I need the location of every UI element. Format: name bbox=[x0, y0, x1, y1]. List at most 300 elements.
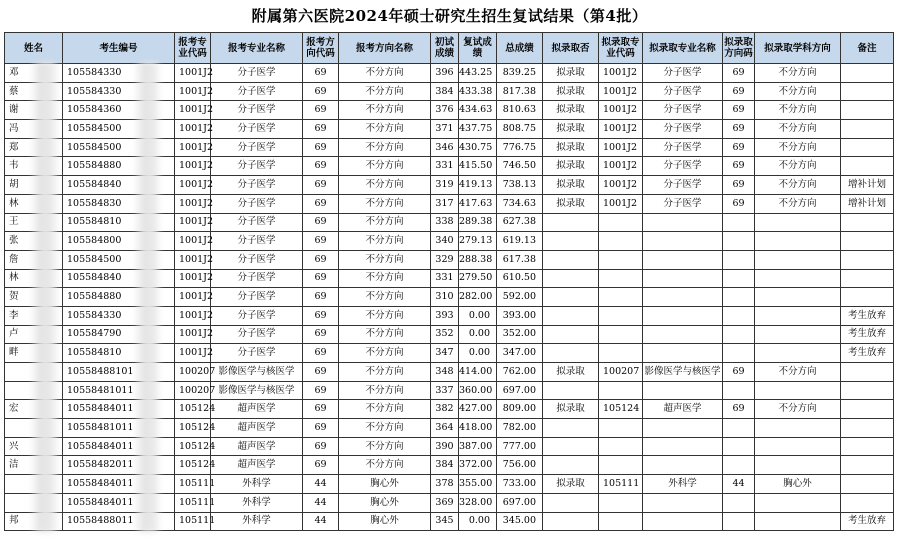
cell-name: 邦 bbox=[5, 512, 63, 531]
header-name: 姓名 bbox=[5, 33, 63, 64]
cell-direction-code: 44 bbox=[303, 475, 339, 494]
cell-admit-direction-code: 69 bbox=[723, 157, 755, 176]
cell-total-score: 776.75 bbox=[497, 138, 543, 157]
cell-remarks: 考生放弃 bbox=[841, 512, 894, 531]
cell-retest-score: 434.63 bbox=[459, 101, 497, 120]
cell-admit-major-name bbox=[643, 344, 723, 363]
cell-admit-major-name: 影像医学与核医学 bbox=[643, 363, 723, 382]
cell-admit-major-name: 分子医学 bbox=[643, 138, 723, 157]
cell-direction-name: 胸心外 bbox=[339, 493, 431, 512]
cell-total-score: 619.13 bbox=[497, 232, 543, 251]
cell-major-code: 1001J2 bbox=[175, 269, 211, 288]
cell-total-score: 734.63 bbox=[497, 194, 543, 213]
cell-admit-major-code: 100207 bbox=[599, 363, 643, 382]
cell-direction-code: 44 bbox=[303, 493, 339, 512]
cell-admit-direction-code bbox=[723, 232, 755, 251]
cell-admit-direction-code bbox=[723, 306, 755, 325]
cell-major-code: 1001J2 bbox=[175, 344, 211, 363]
cell-admit-direction-name: 不分方向 bbox=[755, 120, 841, 139]
cell-admit-status bbox=[543, 306, 599, 325]
cell-remarks: 增补计划 bbox=[841, 194, 894, 213]
cell-retest-score: 0.00 bbox=[459, 325, 497, 344]
cell-retest-score: 279.13 bbox=[459, 232, 497, 251]
cell-retest-score: 282.00 bbox=[459, 288, 497, 307]
cell-retest-score: 433.38 bbox=[459, 82, 497, 101]
cell-major-name: 外科学 bbox=[211, 475, 303, 494]
cell-exam-id: 105584500 bbox=[63, 120, 175, 139]
cell-exam-id: 10558481011 bbox=[63, 419, 175, 438]
cell-admit-major-name bbox=[643, 325, 723, 344]
cell-total-score: 617.38 bbox=[497, 250, 543, 269]
cell-direction-name: 不分方向 bbox=[339, 269, 431, 288]
cell-retest-score: 355.00 bbox=[459, 475, 497, 494]
cell-initial-score: 346 bbox=[431, 138, 459, 157]
cell-retest-score: 414.00 bbox=[459, 363, 497, 382]
cell-admit-major-code bbox=[599, 419, 643, 438]
cell-major-name: 超声医学 bbox=[211, 400, 303, 419]
cell-direction-name: 不分方向 bbox=[339, 456, 431, 475]
cell-major-code: 105111 bbox=[175, 512, 211, 531]
cell-initial-score: 345 bbox=[431, 512, 459, 531]
cell-admit-direction-code bbox=[723, 512, 755, 531]
cell-admit-direction-name bbox=[755, 288, 841, 307]
cell-admit-major-name: 分子医学 bbox=[643, 176, 723, 195]
cell-direction-name: 不分方向 bbox=[339, 64, 431, 83]
cell-admit-direction-name: 胸心外 bbox=[755, 475, 841, 494]
cell-retest-score: 437.75 bbox=[459, 120, 497, 139]
cell-exam-id: 105584360 bbox=[63, 101, 175, 120]
cell-remarks bbox=[841, 400, 894, 419]
cell-direction-code: 69 bbox=[303, 363, 339, 382]
cell-remarks bbox=[841, 232, 894, 251]
cell-admit-direction-code bbox=[723, 288, 755, 307]
cell-admit-major-name bbox=[643, 213, 723, 232]
cell-major-code: 1001J2 bbox=[175, 306, 211, 325]
cell-remarks bbox=[841, 269, 894, 288]
cell-remarks bbox=[841, 101, 894, 120]
cell-initial-score: 310 bbox=[431, 288, 459, 307]
cell-remarks bbox=[841, 120, 894, 139]
cell-admit-major-code bbox=[599, 250, 643, 269]
cell-name: 詹 bbox=[5, 250, 63, 269]
cell-total-score: 839.25 bbox=[497, 64, 543, 83]
cell-admit-status: 拟录取 bbox=[543, 475, 599, 494]
cell-initial-score: 348 bbox=[431, 363, 459, 382]
cell-admit-status: 拟录取 bbox=[543, 157, 599, 176]
cell-admit-major-code bbox=[599, 381, 643, 400]
cell-admit-direction-name: 不分方向 bbox=[755, 138, 841, 157]
cell-admit-direction-name bbox=[755, 306, 841, 325]
cell-admit-major-code bbox=[599, 232, 643, 251]
cell-major-code: 1001J2 bbox=[175, 82, 211, 101]
cell-admit-direction-name bbox=[755, 344, 841, 363]
cell-admit-direction-code bbox=[723, 250, 755, 269]
cell-major-name: 超声医学 bbox=[211, 419, 303, 438]
cell-major-name: 分子医学 bbox=[211, 120, 303, 139]
cell-admit-direction-code bbox=[723, 437, 755, 456]
cell-direction-name: 不分方向 bbox=[339, 419, 431, 438]
header-admit-major-name: 拟录取专业名称 bbox=[643, 33, 723, 64]
cell-admit-major-code bbox=[599, 269, 643, 288]
cell-exam-id: 105584800 bbox=[63, 232, 175, 251]
cell-direction-code: 69 bbox=[303, 306, 339, 325]
cell-major-name: 分子医学 bbox=[211, 269, 303, 288]
cell-total-score: 777.00 bbox=[497, 437, 543, 456]
header-admit-direction-name: 拟录取学科方向 bbox=[755, 33, 841, 64]
header-total-score: 总成绩 bbox=[497, 33, 543, 64]
cell-initial-score: 347 bbox=[431, 344, 459, 363]
cell-direction-code: 69 bbox=[303, 194, 339, 213]
cell-major-code: 1001J2 bbox=[175, 194, 211, 213]
cell-admit-major-name: 分子医学 bbox=[643, 194, 723, 213]
cell-major-code: 100207 bbox=[175, 381, 211, 400]
cell-admit-status bbox=[543, 250, 599, 269]
cell-admit-direction-code bbox=[723, 456, 755, 475]
header-major-code: 报考专业代码 bbox=[175, 33, 211, 64]
cell-major-code: 100207 bbox=[175, 363, 211, 382]
cell-name: 李 bbox=[5, 306, 63, 325]
cell-retest-score: 279.50 bbox=[459, 269, 497, 288]
cell-remarks bbox=[841, 456, 894, 475]
cell-admit-direction-code: 69 bbox=[723, 194, 755, 213]
cell-retest-score: 289.38 bbox=[459, 213, 497, 232]
cell-total-score: 733.00 bbox=[497, 475, 543, 494]
cell-admit-major-name bbox=[643, 419, 723, 438]
cell-retest-score: 0.00 bbox=[459, 512, 497, 531]
cell-direction-code: 69 bbox=[303, 157, 339, 176]
cell-name: 郑 bbox=[5, 138, 63, 157]
cell-direction-code: 69 bbox=[303, 344, 339, 363]
cell-admit-major-code bbox=[599, 325, 643, 344]
cell-exam-id: 105584830 bbox=[63, 194, 175, 213]
cell-total-score: 592.00 bbox=[497, 288, 543, 307]
cell-major-name: 分子医学 bbox=[211, 213, 303, 232]
cell-remarks bbox=[841, 213, 894, 232]
cell-admit-direction-name bbox=[755, 213, 841, 232]
header-row bbox=[5, 33, 894, 64]
cell-direction-name: 不分方向 bbox=[339, 363, 431, 382]
cell-major-code: 1001J2 bbox=[175, 325, 211, 344]
cell-admit-direction-name bbox=[755, 456, 841, 475]
cell-major-code: 1001J2 bbox=[175, 157, 211, 176]
cell-direction-name: 不分方向 bbox=[339, 157, 431, 176]
header-remarks: 备注 bbox=[841, 33, 894, 64]
header-major-name: 报考专业名称 bbox=[211, 33, 303, 64]
cell-retest-score: 427.00 bbox=[459, 400, 497, 419]
cell-initial-score: 371 bbox=[431, 120, 459, 139]
cell-exam-id: 10558484011 bbox=[63, 437, 175, 456]
cell-major-code: 105124 bbox=[175, 456, 211, 475]
cell-name: 林 bbox=[5, 194, 63, 213]
cell-initial-score: 382 bbox=[431, 400, 459, 419]
cell-total-score: 627.38 bbox=[497, 213, 543, 232]
cell-total-score: 809.00 bbox=[497, 400, 543, 419]
cell-direction-code: 69 bbox=[303, 456, 339, 475]
cell-admit-direction-code: 69 bbox=[723, 400, 755, 419]
cell-major-name: 分子医学 bbox=[211, 344, 303, 363]
cell-major-name: 分子医学 bbox=[211, 176, 303, 195]
cell-admit-direction-code bbox=[723, 381, 755, 400]
cell-direction-name: 不分方向 bbox=[339, 82, 431, 101]
cell-direction-code: 69 bbox=[303, 250, 339, 269]
cell-exam-id: 10558481011 bbox=[63, 381, 175, 400]
cell-admit-major-code: 1001J2 bbox=[599, 157, 643, 176]
cell-admit-direction-code bbox=[723, 325, 755, 344]
cell-admit-major-name: 分子医学 bbox=[643, 157, 723, 176]
cell-retest-score: 415.50 bbox=[459, 157, 497, 176]
cell-total-score: 347.00 bbox=[497, 344, 543, 363]
cell-retest-score: 419.13 bbox=[459, 176, 497, 195]
cell-direction-code: 69 bbox=[303, 269, 339, 288]
cell-total-score: 746.50 bbox=[497, 157, 543, 176]
cell-initial-score: 329 bbox=[431, 250, 459, 269]
cell-admit-direction-name bbox=[755, 381, 841, 400]
cell-direction-code: 69 bbox=[303, 437, 339, 456]
header-admit-major-code: 拟录取专业代码 bbox=[599, 33, 643, 64]
cell-admit-major-name bbox=[643, 437, 723, 456]
cell-admit-direction-name bbox=[755, 512, 841, 531]
cell-exam-id: 105584810 bbox=[63, 344, 175, 363]
cell-total-score: 810.63 bbox=[497, 101, 543, 120]
cell-exam-id: 105584840 bbox=[63, 269, 175, 288]
cell-initial-score: 378 bbox=[431, 475, 459, 494]
cell-retest-score: 372.00 bbox=[459, 456, 497, 475]
cell-major-name: 分子医学 bbox=[211, 250, 303, 269]
cell-major-name: 影像医学与核医学 bbox=[211, 381, 303, 400]
cell-major-name: 分子医学 bbox=[211, 82, 303, 101]
cell-name: 蔡 bbox=[5, 82, 63, 101]
cell-admit-major-code: 1001J2 bbox=[599, 82, 643, 101]
privacy-blur-ids bbox=[134, 62, 162, 532]
cell-direction-code: 69 bbox=[303, 82, 339, 101]
cell-exam-id: 10558488011 bbox=[63, 512, 175, 531]
cell-name: 兴 bbox=[5, 437, 63, 456]
cell-admit-major-name: 分子医学 bbox=[643, 120, 723, 139]
cell-direction-name: 不分方向 bbox=[339, 400, 431, 419]
cell-initial-score: 364 bbox=[431, 419, 459, 438]
header-direction-code: 报考方向代码 bbox=[303, 33, 339, 64]
cell-total-score: 697.00 bbox=[497, 381, 543, 400]
cell-major-code: 1001J2 bbox=[175, 288, 211, 307]
cell-direction-code: 44 bbox=[303, 512, 339, 531]
header-admit-direction-code: 拟录取方向码 bbox=[723, 33, 755, 64]
cell-exam-id: 105584810 bbox=[63, 213, 175, 232]
cell-admit-direction-name bbox=[755, 232, 841, 251]
cell-admit-major-code: 1001J2 bbox=[599, 120, 643, 139]
cell-admit-status bbox=[543, 269, 599, 288]
cell-admit-major-name bbox=[643, 288, 723, 307]
cell-admit-status: 拟录取 bbox=[543, 138, 599, 157]
header-direction-name: 报考方向名称 bbox=[339, 33, 431, 64]
cell-initial-score: 331 bbox=[431, 269, 459, 288]
cell-admit-major-name: 分子医学 bbox=[643, 64, 723, 83]
cell-major-name: 分子医学 bbox=[211, 64, 303, 83]
cell-admit-status: 拟录取 bbox=[543, 363, 599, 382]
cell-total-score: 697.00 bbox=[497, 493, 543, 512]
cell-direction-name: 不分方向 bbox=[339, 176, 431, 195]
cell-remarks: 考生放弃 bbox=[841, 306, 894, 325]
cell-initial-score: 319 bbox=[431, 176, 459, 195]
cell-admit-direction-name: 不分方向 bbox=[755, 82, 841, 101]
cell-admit-status: 拟录取 bbox=[543, 120, 599, 139]
cell-admit-direction-code: 69 bbox=[723, 64, 755, 83]
cell-admit-direction-code: 69 bbox=[723, 176, 755, 195]
header-retest-score: 复试成绩 bbox=[459, 33, 497, 64]
cell-direction-code: 69 bbox=[303, 381, 339, 400]
cell-admit-status bbox=[543, 288, 599, 307]
cell-remarks bbox=[841, 475, 894, 494]
cell-admit-direction-code: 69 bbox=[723, 82, 755, 101]
cell-remarks bbox=[841, 250, 894, 269]
cell-admit-major-code bbox=[599, 288, 643, 307]
cell-admit-direction-name: 不分方向 bbox=[755, 157, 841, 176]
cell-major-name: 分子医学 bbox=[211, 288, 303, 307]
cell-admit-direction-code bbox=[723, 344, 755, 363]
cell-admit-direction-name bbox=[755, 325, 841, 344]
cell-direction-code: 69 bbox=[303, 400, 339, 419]
cell-direction-name: 不分方向 bbox=[339, 232, 431, 251]
cell-major-code: 1001J2 bbox=[175, 64, 211, 83]
cell-admit-major-code bbox=[599, 493, 643, 512]
cell-exam-id: 10558484011 bbox=[63, 475, 175, 494]
cell-direction-name: 不分方向 bbox=[339, 325, 431, 344]
cell-retest-score: 328.00 bbox=[459, 493, 497, 512]
cell-admit-status bbox=[543, 456, 599, 475]
cell-admit-major-name bbox=[643, 381, 723, 400]
cell-name: 贺 bbox=[5, 288, 63, 307]
cell-direction-code: 69 bbox=[303, 120, 339, 139]
cell-exam-id: 105584790 bbox=[63, 325, 175, 344]
cell-major-code: 105124 bbox=[175, 437, 211, 456]
cell-remarks: 考生放弃 bbox=[841, 344, 894, 363]
cell-retest-score: 387.00 bbox=[459, 437, 497, 456]
cell-direction-name: 不分方向 bbox=[339, 381, 431, 400]
cell-major-name: 分子医学 bbox=[211, 101, 303, 120]
cell-direction-name: 不分方向 bbox=[339, 306, 431, 325]
cell-direction-name: 不分方向 bbox=[339, 101, 431, 120]
header-initial-score: 初试成绩 bbox=[431, 33, 459, 64]
cell-name: 韦 bbox=[5, 157, 63, 176]
cell-admit-major-code: 105111 bbox=[599, 475, 643, 494]
cell-admit-direction-code bbox=[723, 269, 755, 288]
cell-admit-direction-name bbox=[755, 437, 841, 456]
cell-major-name: 分子医学 bbox=[211, 157, 303, 176]
cell-admit-major-name bbox=[643, 456, 723, 475]
cell-exam-id: 105584330 bbox=[63, 306, 175, 325]
cell-major-code: 1001J2 bbox=[175, 120, 211, 139]
cell-retest-score: 417.63 bbox=[459, 194, 497, 213]
cell-initial-score: 337 bbox=[431, 381, 459, 400]
cell-remarks: 考生放弃 bbox=[841, 325, 894, 344]
cell-remarks bbox=[841, 437, 894, 456]
cell-admit-direction-code bbox=[723, 419, 755, 438]
cell-admit-major-code: 1001J2 bbox=[599, 176, 643, 195]
header-exam-id: 考生编号 bbox=[63, 33, 175, 64]
cell-admit-status bbox=[543, 232, 599, 251]
cell-admit-status bbox=[543, 213, 599, 232]
cell-direction-name: 不分方向 bbox=[339, 138, 431, 157]
cell-retest-score: 418.00 bbox=[459, 419, 497, 438]
cell-retest-score: 430.75 bbox=[459, 138, 497, 157]
cell-admit-direction-code: 44 bbox=[723, 475, 755, 494]
cell-direction-name: 不分方向 bbox=[339, 344, 431, 363]
cell-direction-code: 69 bbox=[303, 232, 339, 251]
cell-admit-direction-code: 69 bbox=[723, 363, 755, 382]
cell-major-name: 分子医学 bbox=[211, 306, 303, 325]
cell-name: 张 bbox=[5, 232, 63, 251]
cell-total-score: 762.00 bbox=[497, 363, 543, 382]
cell-initial-score: 331 bbox=[431, 157, 459, 176]
cell-admit-major-code: 1001J2 bbox=[599, 138, 643, 157]
cell-initial-score: 384 bbox=[431, 456, 459, 475]
cell-admit-direction-name: 不分方向 bbox=[755, 176, 841, 195]
cell-direction-code: 69 bbox=[303, 176, 339, 195]
cell-admit-direction-name: 不分方向 bbox=[755, 363, 841, 382]
cell-remarks bbox=[841, 64, 894, 83]
cell-name: 冯 bbox=[5, 120, 63, 139]
header-admit-status: 拟录取否 bbox=[543, 33, 599, 64]
cell-admit-status: 拟录取 bbox=[543, 176, 599, 195]
cell-exam-id: 10558484011 bbox=[63, 400, 175, 419]
cell-direction-code: 69 bbox=[303, 288, 339, 307]
cell-remarks: 增补计划 bbox=[841, 176, 894, 195]
page-title: 附属第六医院2024年硕士研究生招生复试结果（第4批） bbox=[251, 7, 648, 25]
cell-admit-direction-code bbox=[723, 213, 755, 232]
cell-major-code: 105111 bbox=[175, 493, 211, 512]
cell-retest-score: 0.00 bbox=[459, 306, 497, 325]
cell-major-name: 分子医学 bbox=[211, 232, 303, 251]
cell-initial-score: 376 bbox=[431, 101, 459, 120]
cell-admit-direction-code: 69 bbox=[723, 101, 755, 120]
cell-major-name: 分子医学 bbox=[211, 194, 303, 213]
cell-major-name: 超声医学 bbox=[211, 456, 303, 475]
cell-initial-score: 352 bbox=[431, 325, 459, 344]
cell-initial-score: 390 bbox=[431, 437, 459, 456]
cell-total-score: 808.75 bbox=[497, 120, 543, 139]
cell-direction-name: 不分方向 bbox=[339, 288, 431, 307]
cell-admit-direction-name bbox=[755, 250, 841, 269]
cell-admit-major-name bbox=[643, 232, 723, 251]
cell-exam-id: 10558484011 bbox=[63, 493, 175, 512]
cell-admit-status: 拟录取 bbox=[543, 82, 599, 101]
cell-admit-major-name bbox=[643, 306, 723, 325]
cell-admit-major-code: 1001J2 bbox=[599, 194, 643, 213]
cell-admit-major-name: 分子医学 bbox=[643, 82, 723, 101]
cell-admit-status: 拟录取 bbox=[543, 194, 599, 213]
cell-retest-score: 360.00 bbox=[459, 381, 497, 400]
cell-admit-status bbox=[543, 325, 599, 344]
cell-major-code: 1001J2 bbox=[175, 213, 211, 232]
cell-total-score: 393.00 bbox=[497, 306, 543, 325]
cell-admit-major-name bbox=[643, 512, 723, 531]
cell-name: 胡 bbox=[5, 176, 63, 195]
cell-major-code: 105124 bbox=[175, 419, 211, 438]
cell-major-name: 分子医学 bbox=[211, 138, 303, 157]
cell-initial-score: 384 bbox=[431, 82, 459, 101]
cell-direction-name: 不分方向 bbox=[339, 194, 431, 213]
cell-admit-major-code bbox=[599, 213, 643, 232]
cell-admit-direction-name bbox=[755, 419, 841, 438]
cell-admit-major-name bbox=[643, 493, 723, 512]
cell-major-name: 影像医学与核医学 bbox=[211, 363, 303, 382]
cell-admit-status: 拟录取 bbox=[543, 400, 599, 419]
cell-remarks bbox=[841, 381, 894, 400]
cell-remarks bbox=[841, 288, 894, 307]
cell-admit-direction-name bbox=[755, 493, 841, 512]
cell-total-score: 817.38 bbox=[497, 82, 543, 101]
cell-major-name: 超声医学 bbox=[211, 437, 303, 456]
cell-admit-direction-code: 69 bbox=[723, 120, 755, 139]
